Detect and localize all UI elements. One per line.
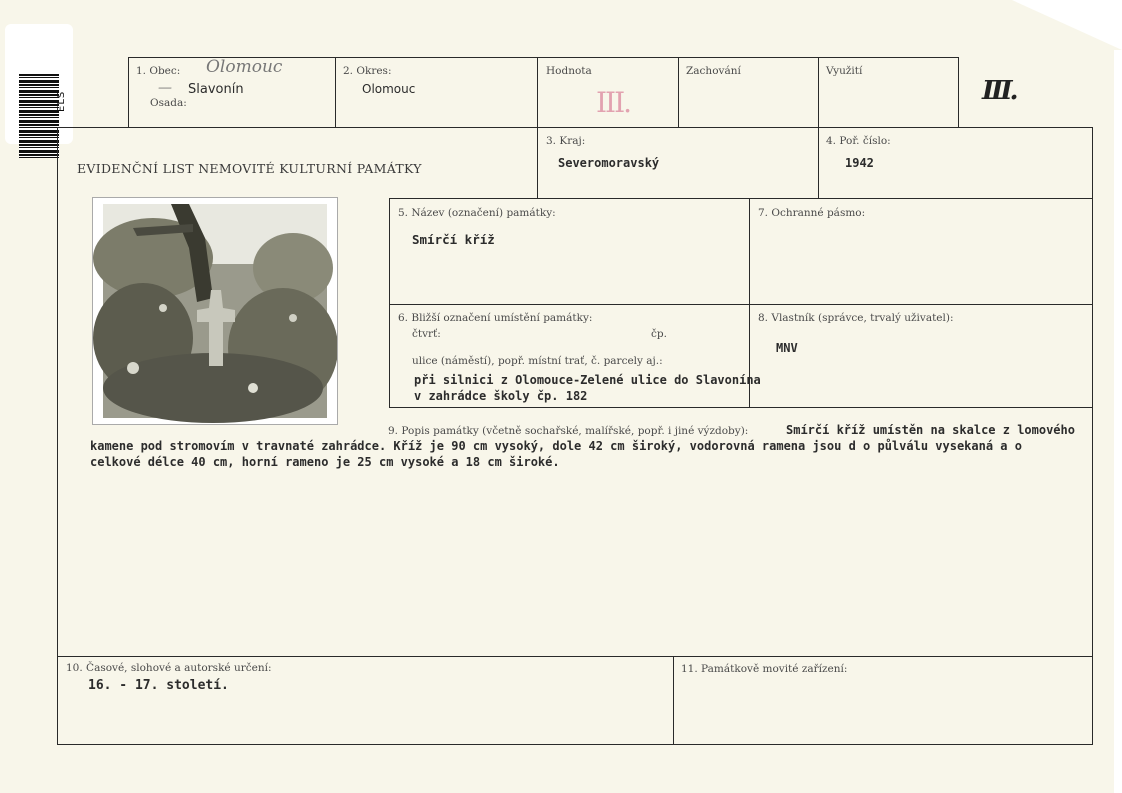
okres-value: Olomouc bbox=[362, 82, 416, 96]
vlastnik-label: 8. Vlastník (správce, trvalý uživatel): bbox=[758, 312, 954, 324]
popis-text: kamene pod stromovím v travnaté zahrádce. Kříž je 90 cm vysoký, dole 42 cm široký, vodorovná ramena jsou d o půlválu vysekaná a o celkové délce 40 cm, horní rameno je 25 cm vysoké a 18 cm široké. bbox=[90, 439, 1022, 469]
popis-label: 9. Popis památky (včetně sochařské, malířské, popř. i jiné výzdoby): bbox=[388, 425, 749, 437]
ulice-label: ulice (náměstí), popř. místní trať, č. parcely aj.: bbox=[412, 355, 663, 367]
right-edge bbox=[1114, 50, 1122, 793]
zarizeni-label: 11. Památkově movité zařízení: bbox=[681, 663, 848, 675]
nazev-label: 5. Název (označení) památky: bbox=[398, 207, 556, 219]
urceni-label: 10. Časové, slohové a autorské určení: bbox=[66, 662, 272, 674]
umisteni-line1: při silnici z Olomouce-Zelené ulice do Slavonína bbox=[414, 373, 761, 387]
hodnota-value-stamp: III. bbox=[596, 86, 631, 119]
umisteni-label: 6. Bližší označení umístění památky: bbox=[398, 312, 593, 324]
kraj-label: 3. Kraj: bbox=[546, 135, 586, 147]
obec-label: 1. Obec: bbox=[136, 65, 181, 77]
urceni-value: 16. - 17. století. bbox=[88, 678, 229, 693]
kraj-value: Severomoravský bbox=[558, 156, 660, 170]
photo-image bbox=[93, 198, 337, 424]
osada-label: Osada: bbox=[150, 97, 187, 109]
popis-text-first: Smírčí kříž umístěn na skalce z lomového bbox=[786, 423, 1075, 437]
zachovani-label: Zachování bbox=[686, 65, 741, 77]
barcode-icon bbox=[19, 74, 59, 158]
cut-corner bbox=[1012, 0, 1122, 50]
por-cislo-value: 1942 bbox=[845, 156, 874, 170]
nazev-value: Smírčí kříž bbox=[412, 232, 495, 247]
barcode-sticker bbox=[5, 24, 73, 144]
okres-label: 2. Okres: bbox=[343, 65, 392, 77]
ctvrt-label: čtvrť: bbox=[412, 328, 441, 340]
hodnota-label: Hodnota bbox=[546, 65, 592, 77]
obec-handwritten: Olomouc bbox=[206, 57, 283, 77]
obec-value: Slavonín bbox=[188, 82, 244, 97]
ochranne-pasmo-label: 7. Ochranné pásmo: bbox=[758, 207, 866, 219]
vlastnik-value: MNV bbox=[776, 341, 798, 355]
form-title: EVIDENČNÍ LIST NEMOVITÉ KULTURNÍ PAMÁTKY bbox=[77, 161, 422, 176]
monument-photo bbox=[92, 197, 338, 425]
por-cislo-label: 4. Poř. číslo: bbox=[826, 135, 891, 147]
cp-label: čp. bbox=[651, 328, 667, 340]
kategorie-mark: III. bbox=[982, 76, 1016, 106]
barcode-text: ELS bbox=[56, 90, 67, 112]
umisteni-line2: v zahrádce školy čp. 182 bbox=[414, 389, 588, 403]
vyuziti-label: Využití bbox=[826, 65, 863, 77]
dash-mark: — bbox=[158, 80, 172, 96]
